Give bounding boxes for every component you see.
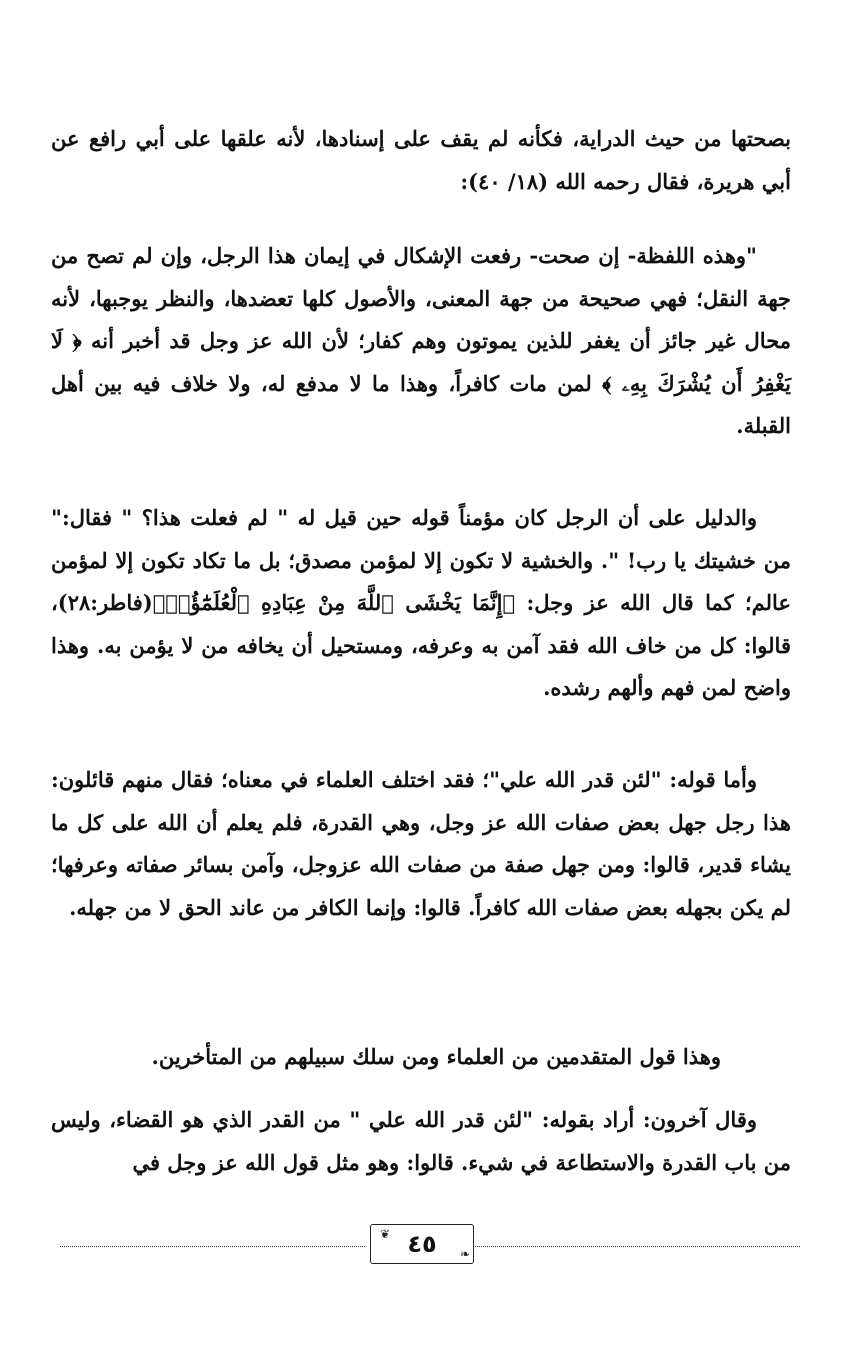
footer-divider-right (475, 1246, 800, 1247)
paragraph-text: "وهذه اللفظة- إن صحت- رفعت الإشكال في إيمان هذا الرجل، وإن لم تصح من جهة النقل؛ فهي صحيحة من جهة المعنى، والأصول كلها تعضدها، والنظر يوجبها، لأنه محال غير جائز أن يغفر للذين يموتون وهم كفار؛ لأن الله عز وجل قد أخبر أنه ﴿ لَا يَغْفِرُ أَن يُشْرَكَ بِهِۦ ﴾ لمن مات كافراً، وهذا ما لا مدفع له، ولا خلاف فيه بين أهل القبلة. (51, 243, 791, 438)
floral-ornament-icon: ❧ (459, 1247, 470, 1261)
paragraph-interpretation (51, 759, 791, 929)
paragraph-text: وهذا قول المتقدمين من العلماء ومن سلك سبيلهم من المتأخرين. (151, 1044, 721, 1069)
paragraph-quote-start (51, 235, 791, 448)
floral-ornament-icon: ❦ (379, 1227, 390, 1241)
footer-divider-left (60, 1246, 365, 1247)
paragraph-continuation (51, 118, 791, 203)
page-footer (60, 1222, 800, 1272)
page-number-frame (370, 1224, 474, 1264)
paragraph-scholars-view (51, 1036, 791, 1079)
paragraph-evidence (51, 497, 791, 710)
page-number: ٤٥ (407, 1230, 437, 1258)
paragraph-text: وقال آخرون: أراد بقوله: "لئن قدر الله علي " من القدر الذي هو القضاء، وليس من باب القدرة والاستطاعة في شيء. قالوا: وهو مثل قول الله عز وجل في (51, 1107, 791, 1175)
paragraph-text: بصحتها من حيث الدراية، فكأنه لم يقف على إسنادها، لأنه علقها على أبي رافع عن أبي هريرة، فقال رحمه الله (١٨/ ٤٠): (51, 126, 791, 194)
paragraph-others-view (51, 1099, 791, 1184)
paragraph-text: وأما قوله: "لئن قدر الله علي"؛ فقد اختلف العلماء في معناه؛ فقال منهم قائلون: هذا رجل جهل بعض صفات الله عز وجل، وهي القدرة، فلم يعلم أن الله على كل ما يشاء قدير، قالوا: ومن جهل صفة من صفات الله عزوجل، وآمن بسائر صفاته وعرفها؛ لم يكن بجهله بعض صفات الله كافراً. قالوا: وإنما الكافر من عاند الحق لا من جهله. (51, 767, 791, 920)
paragraph-text: والدليل على أن الرجل كان مؤمناً قوله حين قيل له " لم فعلت هذا؟ " فقال:" من خشيتك يا رب! ". والخشية لا تكون إلا لمؤمن مصدق؛ بل ما تكاد تكون إلا لمؤمن عالم؛ كما قال الله عز وجل: ﴿إِنَّمَا يَخْشَى ٱللَّهَ مِنْ عِبَادِهِ ٱلْعُلَمَٰٓؤُا۟﴾(فاطر:٢٨)، قالوا: كل من خاف الله فقد آمن به وعرفه، ومستحيل أن يخافه من لا يؤمن به. وهذا واضح لمن فهم وألهم رشده. (51, 505, 791, 700)
